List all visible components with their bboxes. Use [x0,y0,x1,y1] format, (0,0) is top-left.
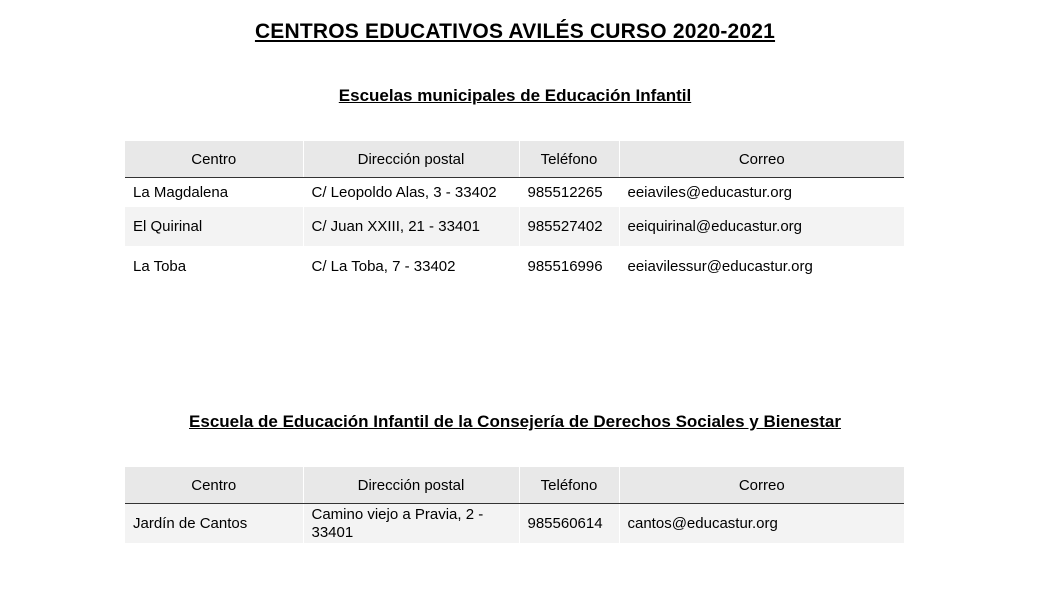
cell-centro: La Magdalena [125,178,303,208]
column-header-telefono: Teléfono [519,141,619,178]
cell-correo: eeiquirinal@educastur.org [619,207,904,246]
consejeria-school-table [125,467,904,543]
column-header-centro: Centro [125,141,303,178]
column-header-telefono: Teléfono [519,467,619,504]
table-row [125,207,904,246]
table-header-row [125,141,904,178]
cell-direccion: C/ Juan XXIII, 21 - 33401 [303,207,519,246]
cell-telefono: 985516996 [519,246,619,287]
column-header-correo: Correo [619,467,904,504]
cell-telefono: 985527402 [519,207,619,246]
table-row [125,246,904,287]
cell-direccion: C/ Leopoldo Alas, 3 - 33402 [303,178,519,208]
table-header-row [125,467,904,504]
cell-correo: eeiavilessur@educastur.org [619,246,904,287]
section-title-consejeria: Escuela de Educación Infantil de la Consejería de Derechos Sociales y Bienestar [189,412,841,431]
cell-centro: Jardín de Cantos [125,504,303,544]
table-row [125,178,904,208]
cell-centro: El Quirinal [125,207,303,246]
column-header-correo: Correo [619,141,904,178]
column-header-centro: Centro [125,467,303,504]
cell-telefono: 985560614 [519,504,619,544]
document-title: CENTROS EDUCATIVOS AVILÉS CURSO 2020-2021 [254,20,776,43]
cell-direccion: C/ La Toba, 7 - 33402 [303,246,519,287]
cell-correo: eeiaviles@educastur.org [619,178,904,208]
table-row [125,504,904,544]
column-header-direccion: Dirección postal [303,467,519,504]
cell-centro: La Toba [125,246,303,287]
cell-correo: cantos@educastur.org [619,504,904,544]
section-title-municipal: Escuelas municipales de Educación Infantil [338,86,692,105]
municipal-schools-table [125,141,904,287]
cell-telefono: 985512265 [519,178,619,208]
cell-direccion: Camino viejo a Pravia, 2 - 33401 [303,504,519,544]
column-header-direccion: Dirección postal [303,141,519,178]
